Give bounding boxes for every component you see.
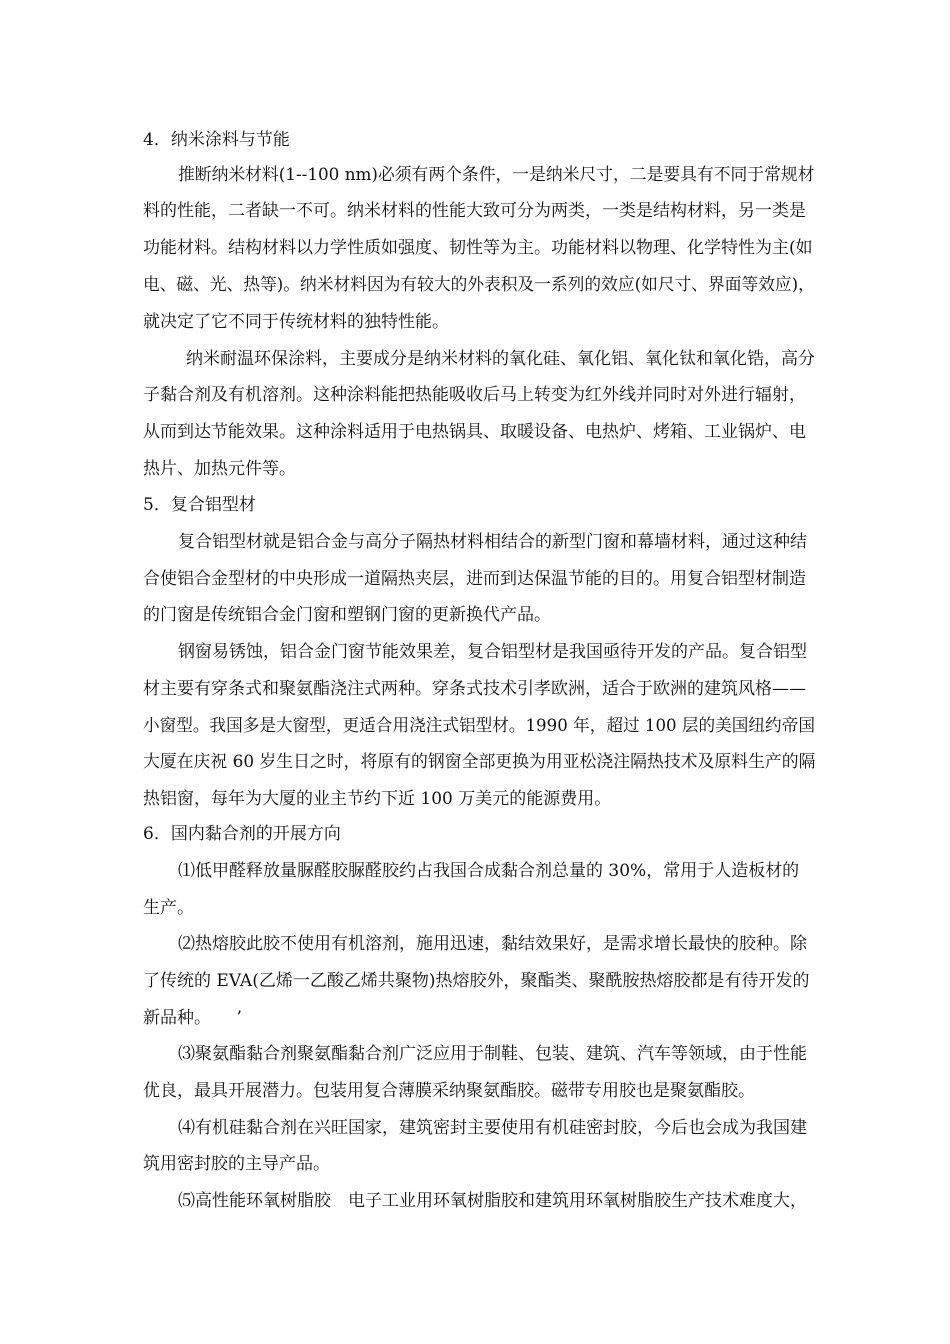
paragraph-line: 的门窗是传统铝合金门窗和塑钢门窗的更新换代产品。 xyxy=(143,605,551,625)
paragraph-line: 钢窗易锈蚀，铝合金门窗节能效果差，复合铝型材是我国亟待开发的产品。复合铝型 xyxy=(178,642,807,662)
paragraph-line: 优良，最具开展潜力。包装用复合薄膜采纳聚氨酯胶。磁带专用胶也是聚氨酯胶。 xyxy=(143,1081,755,1101)
section-heading-5: 5．复合铝型材 xyxy=(143,495,256,515)
paragraph-line: 热铝窗，每年为大厦的业主节约下近 100 万美元的能源费用。 xyxy=(143,789,612,809)
paragraph-line: 新品种。 ’ xyxy=(143,1008,242,1028)
section-heading-4: 4．纳米涂料与节能 xyxy=(143,130,290,150)
paragraph-line: ⑵热熔胶此胶不使用有机溶剂，施用迅速，黏结效果好，是需求增长最快的胶种。除 xyxy=(178,934,807,954)
paragraph-line: 了传统的 EVA(乙烯一乙酸乙烯共聚物)热熔胶外，聚酯类、聚酰胺热熔胶都是有待开发的 xyxy=(143,971,810,991)
paragraph-line: 功能材料。结构材料以力学性质如强度、韧性等为主。功能材料以物理、化学特性为主(如 xyxy=(143,238,813,258)
paragraph-line: 子黏合剂及有机溶剂。这种涂料能把热能吸收后马上转变为红外线并同时对外进行辐射， xyxy=(143,385,806,405)
paragraph-line: ⑷有机硅黏合剂在兴旺国家，建筑密封主要使用有机硅密封胶，今后也会成为我国建 xyxy=(178,1118,807,1138)
paragraph-line: 热片、加热元件等。 xyxy=(143,459,296,479)
paragraph-line: 推断纳米材料(1--100 nm)必须有两个条件，一是纳米尺寸，二是要具有不同于常规材 xyxy=(178,165,815,185)
paragraph-line: 小窗型。我国多是大窗型，更适合用浇注式铝型材。1990 年，超过 100 层的美国纽约帝国 xyxy=(143,716,815,736)
paragraph-line: 从而到达节能效果。这种涂料适用于电热锅具、取暖设备、电热炉、烤箱、工业锅炉、电 xyxy=(143,422,806,442)
paragraph-line: 就决定了它不同于传统材料的独特性能。 xyxy=(143,312,449,332)
paragraph-line: 料的性能，二者缺一不可。纳米材料的性能大致可分为两类，一类是结构材料，另一类是 xyxy=(143,201,806,221)
paragraph-line: 合使铝合金型材的中央形成一道隔热夹层，进而到达保温节能的目的。用复合铝型材制造 xyxy=(143,569,806,589)
paragraph-line: ⑴低甲醛释放量脲醛胶脲醛胶约占我国合成黏合剂总量的 30%，常用于人造板材的 xyxy=(178,861,800,881)
paragraph-line: 复合铝型材就是铝合金与高分子隔热材料相结合的新型门窗和幕墙材料，通过这种结 xyxy=(178,532,807,552)
paragraph-line: ⑸高性能环氧树脂胶 电子工业用环氧树脂胶和建筑用环氧树脂胶生产技术难度大， xyxy=(178,1191,807,1211)
paragraph-line: 材主要有穿条式和聚氨酯浇注式两种。穿条式技术引孝欧洲，适合于欧洲的建筑风格—— xyxy=(143,679,806,699)
paragraph-line: 生产。 xyxy=(143,898,194,918)
section-heading-6: 6．国内黏合剂的开展方向 xyxy=(143,824,341,844)
paragraph-line: 大厦在庆祝 60 岁生日之时，将原有的钢窗全部更换为用亚松浇注隔热技术及原料生产的隔 xyxy=(143,752,816,772)
paragraph-line: 纳米耐温环保涂料，主要成分是纳米材料的氧化硅、氧化铝、氧化钛和氧化锆，高分 xyxy=(186,349,815,369)
paragraph-line: 筑用密封胶的主导产品。 xyxy=(143,1154,330,1174)
paragraph-line: 电、磁、光、热等)。纳米材料因为有较大的外表积及一系列的效应(如尺寸、界面等效应)， xyxy=(143,275,815,295)
paragraph-line: ⑶聚氨酯黏合剂聚氨酯黏合剂广泛应用于制鞋、包装、建筑、汽车等领域，由于性能 xyxy=(178,1044,807,1064)
